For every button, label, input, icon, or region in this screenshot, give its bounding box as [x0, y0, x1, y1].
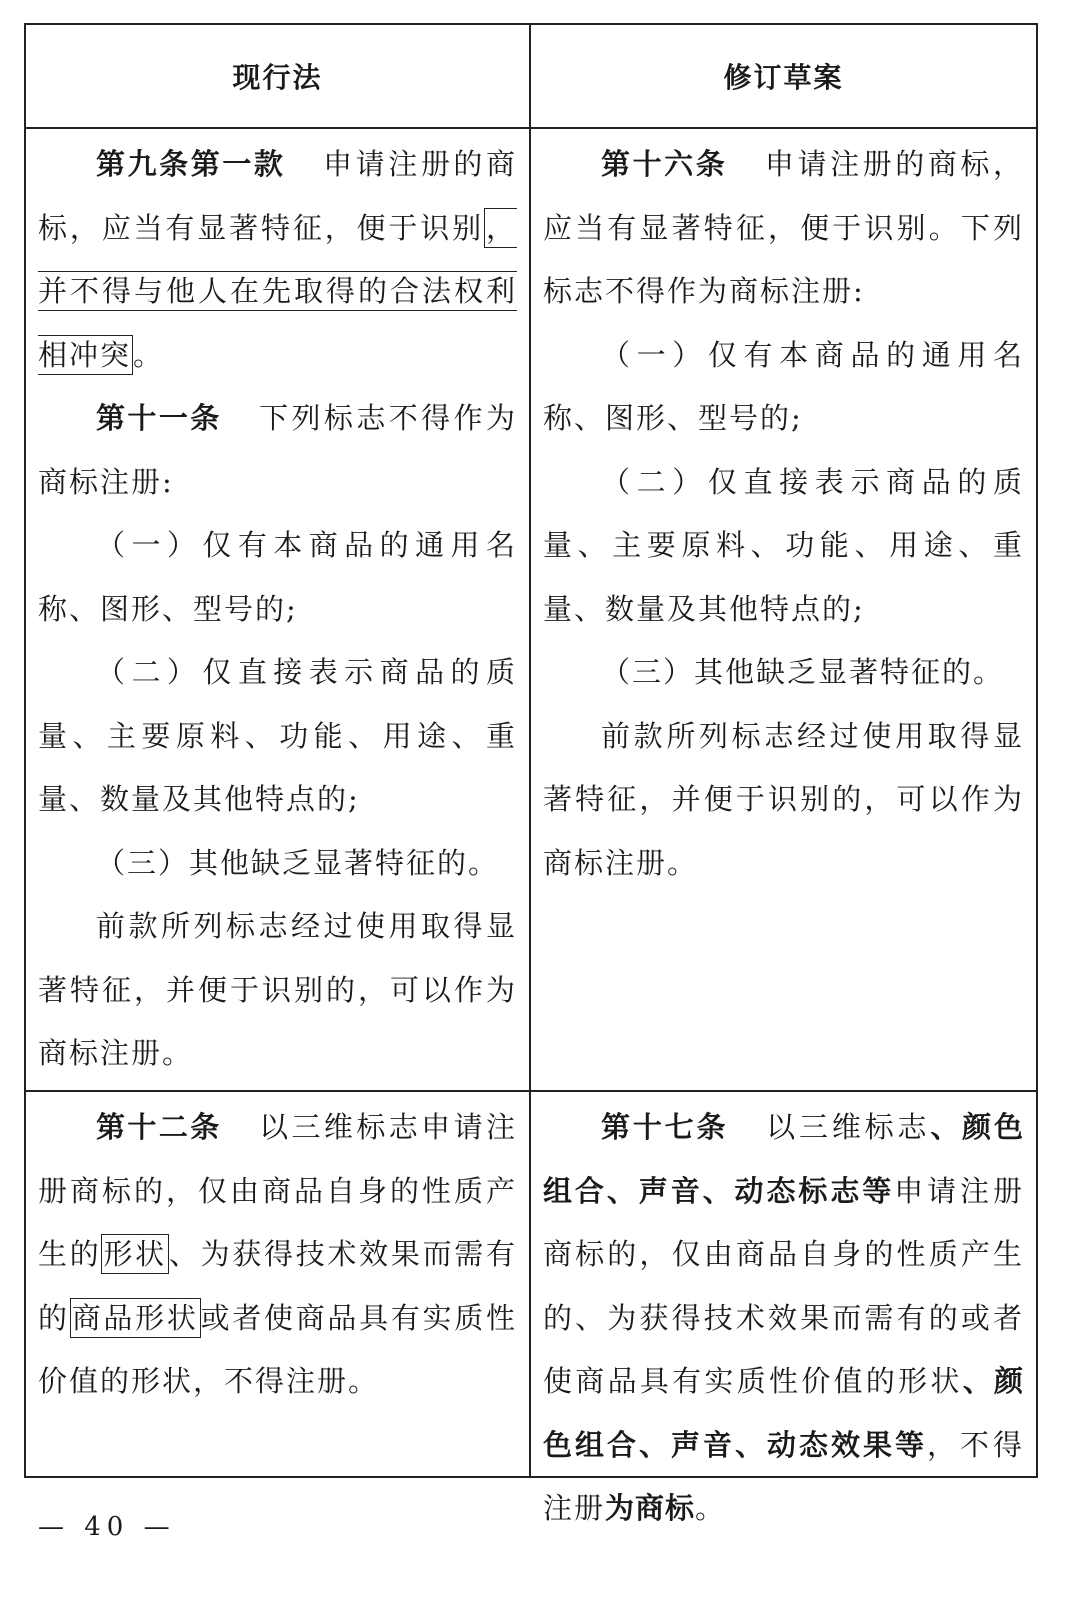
deleted-text-box: 形状	[101, 1234, 168, 1274]
paragraph: （一）仅有本商品的通用名称、图形、型号的;	[543, 337, 1024, 435]
deleted-text-box: ，并不得与他人在先取得的合法权利相冲突	[38, 208, 517, 375]
article-text: 申请注册的商标，应当有显著特征，便于识别	[38, 147, 517, 245]
paragraph: 前款所列标志经过使用取得显著特征，并便于识别的，可以作为商标注册。	[543, 718, 1024, 880]
table-row	[26, 127, 1036, 1090]
table-row	[26, 1090, 1036, 1525]
article-text: 或者使商品具有实质性价值的形状，不得注册。	[38, 1300, 517, 1398]
paragraph: （二）仅直接表示商品的质量、主要原料、功能、用途、重量、数量及其他特点的;	[38, 655, 517, 816]
header-row	[26, 25, 1036, 127]
article-title: 第十七条	[601, 1110, 729, 1144]
added-text: 为商标	[605, 1491, 696, 1525]
punct: 。	[133, 337, 165, 372]
paragraph: 前款所列标志经过使用取得显著特征，并便于识别的，可以作为商标注册。	[38, 909, 517, 1070]
added-text: 、颜色组合、声音、动态标志等	[543, 1110, 1024, 1208]
page-number: — 40 —	[38, 1512, 176, 1542]
added-text: 、颜色组合、声音、动态效果等	[543, 1364, 1024, 1462]
revision-draft-cell	[531, 129, 1036, 1090]
revision-draft-cell	[531, 1092, 1036, 1525]
paragraph: （一）仅有本商品的通用名称、图形、型号的;	[38, 528, 517, 626]
paragraph	[543, 133, 1024, 324]
article-text: 申请注册商标的，仅由商品自身的性质产生的、为获得技术效果而需有的或者使商品具有实质性价值的形状	[543, 1173, 1024, 1398]
header-revision-draft: 修订草案	[723, 61, 844, 94]
paragraph	[38, 1096, 517, 1414]
article-title: 第九条第一款	[96, 147, 286, 181]
paragraph	[543, 1096, 1024, 1541]
paragraph	[38, 133, 517, 387]
article-title: 第十六条	[601, 147, 728, 181]
current-law-cell	[26, 1092, 531, 1476]
article-title: 第十一条	[96, 401, 222, 435]
current-law-cell	[26, 129, 531, 1090]
deleted-text-box: 商品形状	[70, 1298, 201, 1338]
article-text: 、为获得技术效果而需有的	[38, 1237, 517, 1335]
article-text: 申请注册的商标，应当有显著特征，便于识别。下列标志不得作为商标注册:	[543, 147, 1024, 308]
comparison-table	[24, 23, 1038, 1525]
article-text: 下列标志不得作为商标注册:	[38, 401, 517, 499]
paragraph: （三）其他缺乏显著特征的。	[601, 655, 1005, 689]
article-text: 以三维标志	[764, 1110, 931, 1144]
punct: 。	[695, 1491, 727, 1525]
article-title: 第十二条	[96, 1110, 222, 1144]
paragraph	[38, 387, 517, 514]
article-text: ，不得注册	[543, 1427, 1024, 1525]
article-text: 以三维标志申请注册商标的，仅由商品自身的性质产生的	[38, 1110, 517, 1271]
paragraph: （三）其他缺乏显著特征的。	[96, 845, 500, 880]
paragraph: （二）仅直接表示商品的质量、主要原料、功能、用途、重量、数量及其他特点的;	[543, 464, 1024, 626]
header-current-law: 现行法	[26, 25, 531, 127]
